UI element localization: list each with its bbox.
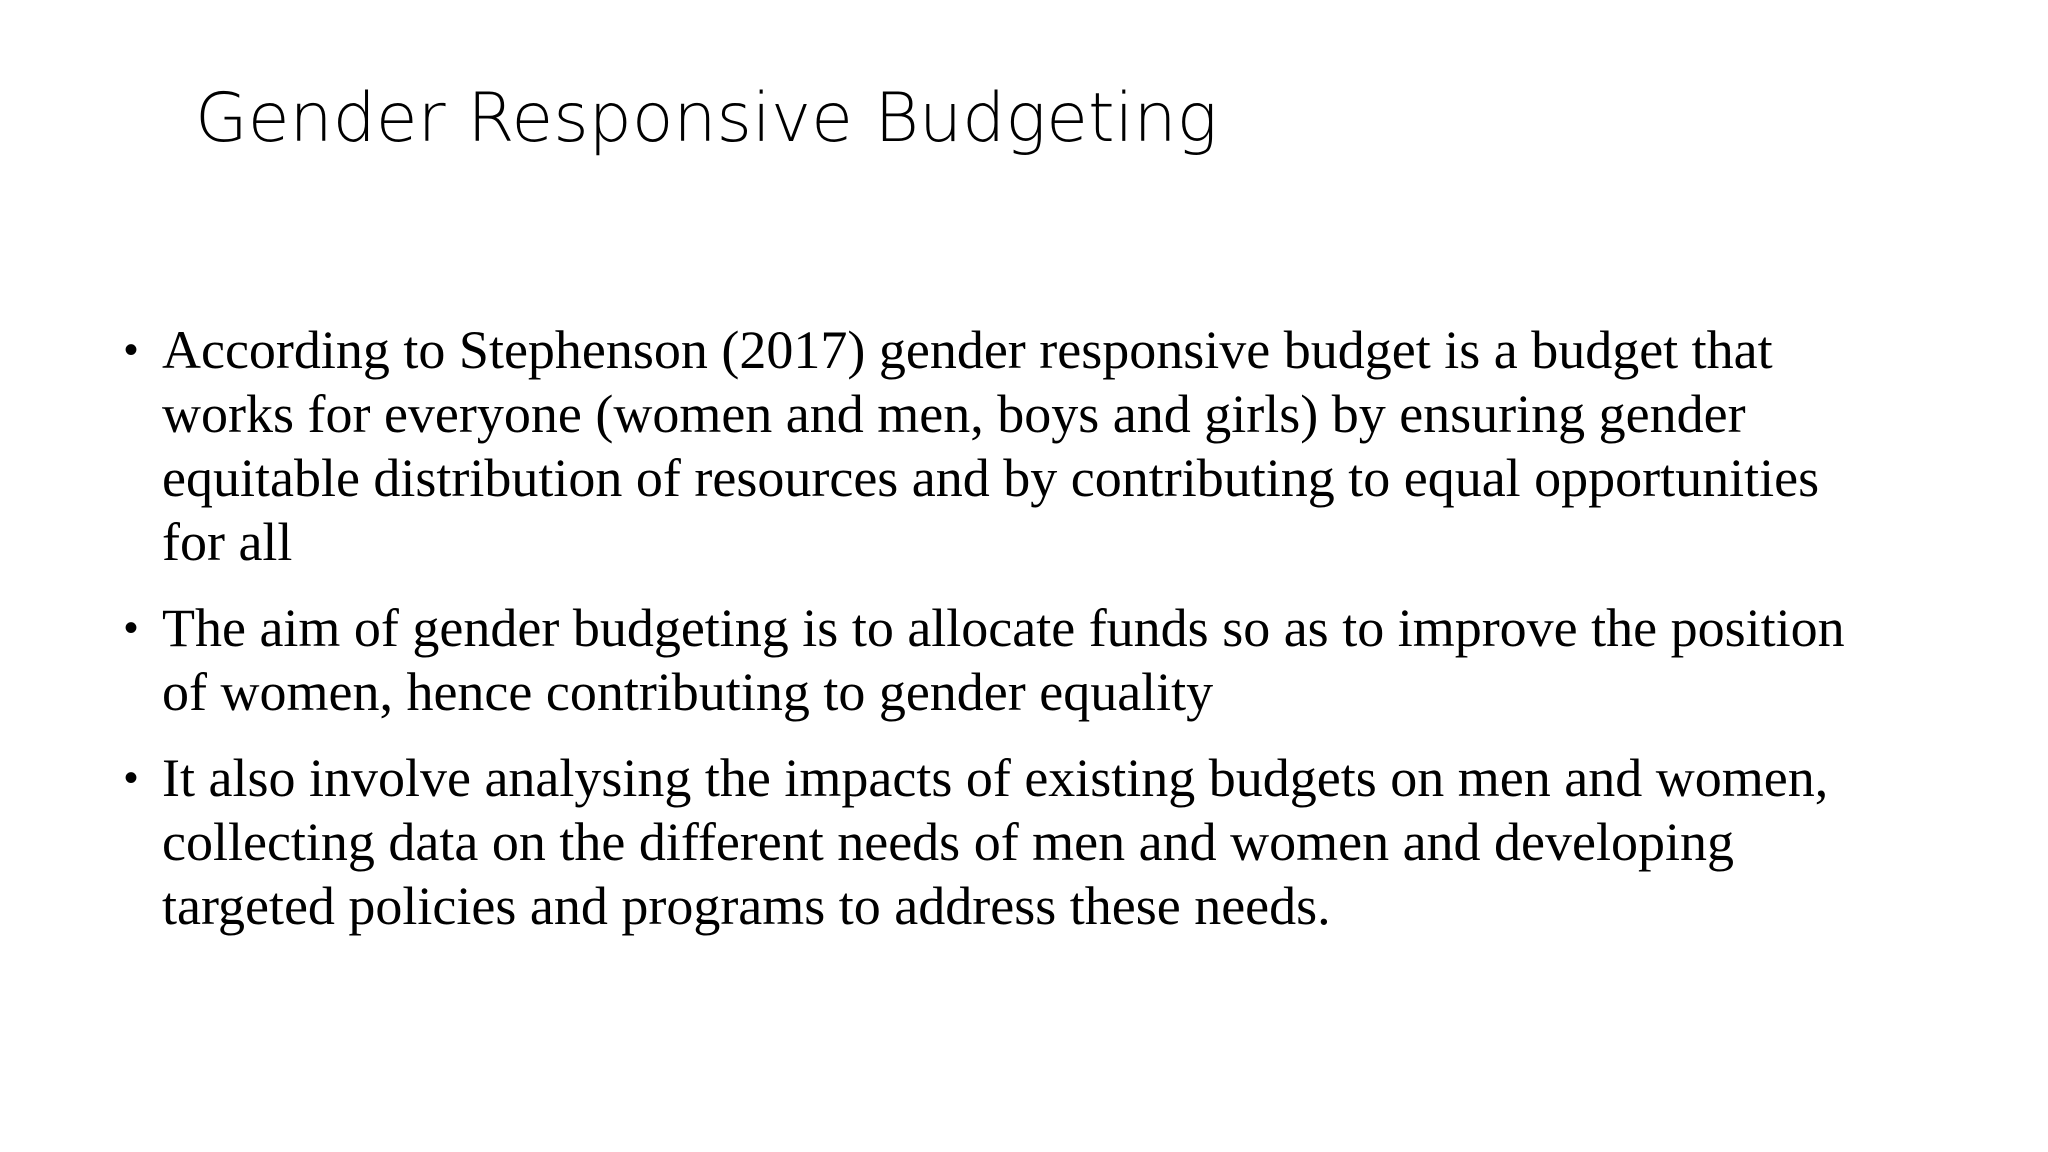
bullet-item	[124, 596, 1884, 724]
slide-title: Gender Responsive Budgeting	[195, 79, 1218, 158]
bullet-marker: •	[124, 328, 139, 372]
bullet-text: It also involve analysing the impacts of existing budgets on men and women, collecting data on the different needs of men and women and developing targeted policies and programs to address these needs.	[162, 748, 1829, 936]
bullet-item	[124, 318, 1884, 574]
bullet-marker: •	[124, 606, 139, 650]
bullet-item	[124, 746, 1884, 938]
bullet-marker: •	[124, 756, 139, 800]
bullet-list	[124, 318, 1884, 960]
bullet-text: According to Stephenson (2017) gender responsive budget is a budget that works for everyone (women and men, boys and girls) by ensuring gender equitable distribution of resources and by contributing to equal opportunities for all	[162, 320, 1820, 572]
bullet-text: The aim of gender budgeting is to allocate funds so as to improve the position of women, hence contributing to gender equality	[162, 598, 1845, 722]
